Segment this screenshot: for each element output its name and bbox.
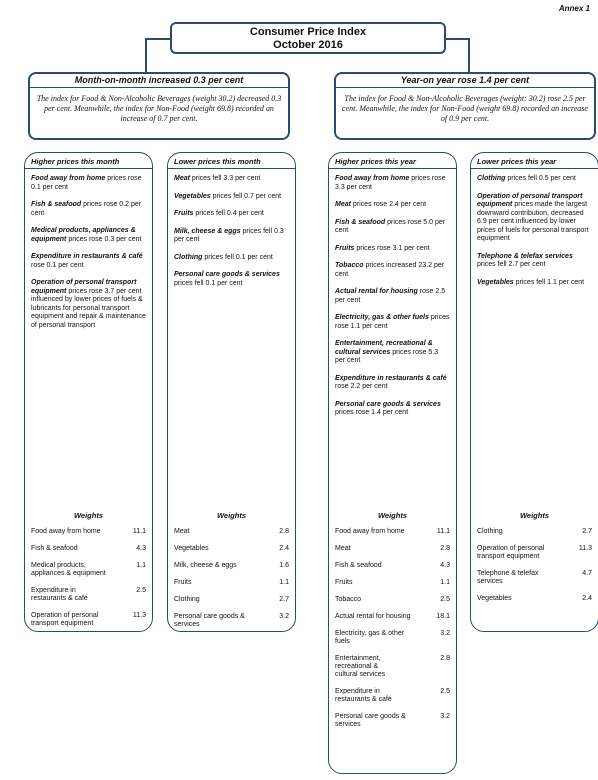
column-lower-month xyxy=(167,152,296,632)
connector-left-h xyxy=(145,38,170,40)
weight-row: Expenditure in restaurants & café 2.5 xyxy=(31,587,146,602)
weight-row: Telephone & telefax services 4.7 xyxy=(477,570,592,585)
price-item: Telephone & telefax services prices fell 2.7 per cent xyxy=(477,252,573,268)
price-item: Food away from home prices rose 3.3 per cent xyxy=(335,175,446,191)
price-item: Actual rental for housing rose 2.5 per cent xyxy=(335,288,446,304)
price-item: Clothing prices fell 0.1 per cent xyxy=(174,253,273,261)
price-item: Fruits prices rose 3.1 per cent xyxy=(335,244,430,252)
year-on-year-box xyxy=(334,72,596,140)
weights-section xyxy=(31,511,146,637)
price-item xyxy=(31,253,146,270)
weight-row: Fruits 1.1 xyxy=(174,579,289,586)
weight-row: Fish & seafood 4.3 xyxy=(31,545,146,552)
weights-title: Weights xyxy=(73,511,104,520)
weight-row: Operation of personal transport equipment 11.3 xyxy=(31,612,146,627)
price-item: Electricity, gas & other fuels prices rose 1.1 per cent xyxy=(335,314,450,330)
page-title xyxy=(170,22,446,54)
item-text: prices rose 0.2 per cent xyxy=(31,201,142,217)
column-title: Lower prices this month xyxy=(168,157,295,169)
price-item: Vegetables prices fell 1.1 per cent xyxy=(477,278,585,286)
price-item: Tobacco prices increased 23.2 per cent xyxy=(335,262,445,278)
item-head: Fish & seafood xyxy=(31,201,82,208)
price-item: Clothing prices fell 0.5 per cent xyxy=(477,175,576,182)
weights-title: Weights xyxy=(216,511,247,520)
weight-row: Entertainment, recreational & cultural services 2.8 xyxy=(335,655,450,678)
column-title: Higher prices this month xyxy=(25,157,152,169)
price-item: Fruits prices fell 0.4 per cent xyxy=(174,210,264,217)
title-line2: October 2016 xyxy=(273,39,343,51)
weights-title: Weights xyxy=(377,511,408,520)
column-higher-month xyxy=(24,152,153,632)
column-higher-year xyxy=(328,152,457,774)
weight-row: Actual rental for housing 18.1 xyxy=(335,613,450,620)
yoy-body: The index for Food & Non-Alcoholic Beverages (weight: 30.2) rose 2.5 per cent. Meanwhile, the index for Non-Food (weight 69.8) recorded an increase of 0.9 per cent. xyxy=(342,94,588,123)
yoy-title: Year-on year rose 1.4 per cent xyxy=(336,75,594,88)
weight-row: Meat 2.8 xyxy=(335,545,450,552)
price-item: Expenditure in restaurants & café rose 2.2 per cent xyxy=(335,374,447,390)
price-item xyxy=(31,227,146,244)
weight-row: Clothing 2.7 xyxy=(174,596,289,603)
item-text: prices rose 0.3 per cent xyxy=(66,235,142,243)
connector-right-h xyxy=(446,38,470,40)
annex-label: Annex 1 xyxy=(558,4,590,13)
weight-row: Clothing 2.7 xyxy=(477,528,592,535)
price-item: Personal care goods & services prices rose 1.4 per cent xyxy=(335,400,441,416)
weight-row: Fish & seafood 4.3 xyxy=(335,562,450,569)
column-lower-year xyxy=(470,152,598,632)
item-head: Operation of personal transport equipment xyxy=(31,279,137,295)
weight-row: Fruits 1.1 xyxy=(335,579,450,586)
price-item: Meat prices rose 2.4 per cent xyxy=(335,201,427,208)
price-item: Entertainment, recreational & cultural services prices rose 5.3 per cent xyxy=(335,340,439,364)
weight-row: Milk, cheese & eggs 1.6 xyxy=(174,562,289,569)
item-text: rose 0.1 per cent xyxy=(31,261,84,269)
weight-row: Personal care goods & services 3.2 xyxy=(174,613,289,628)
weights-title: Weights xyxy=(519,511,550,520)
weight-row: Personal care goods & services 3.2 xyxy=(335,713,450,728)
weight-row: Vegetables 2.4 xyxy=(174,545,289,552)
price-item: Fish & seafood prices rose 5.0 per cent xyxy=(335,218,446,234)
column-title: Higher prices this year xyxy=(329,157,456,169)
item-head: Medical products, appliances & equipment xyxy=(31,227,136,243)
price-item: Meat prices fell 3.3 per cent xyxy=(174,175,261,182)
weight-row: Tobacco 2.5 xyxy=(335,596,450,603)
title-line1: Consumer Price Index xyxy=(249,26,367,38)
connector-left-v xyxy=(145,38,147,72)
mom-body: The index for Food & Non-Alcoholic Beverages (weight 30.2) decreased 0.3 per cent. Meanwhile, the index for Non-Food (weight 69.8) recorded an increase of 0.7 per cent. xyxy=(36,94,282,123)
price-item: Vegetables prices fell 0.7 per cent xyxy=(174,192,282,200)
item-text: prices rose 3.7 per cent influenced by lower prices of fuels & lubricants for personal transport equipment and repair & maintenance of personal transport xyxy=(31,287,146,329)
weights-section xyxy=(477,511,592,612)
price-item: Personal care goods & services prices fell 0.1 per cent xyxy=(174,271,280,287)
price-item xyxy=(31,201,146,218)
price-item xyxy=(31,279,146,330)
column-title: Lower prices this year xyxy=(471,157,598,169)
price-item: Operation of personal transport equipment prices made the largest downward contribution, decreased 6.9 per cent influenced by lower prices of fuels for personal transport equipment xyxy=(477,192,589,242)
weight-row: Food away from home 11.1 xyxy=(335,528,450,535)
item-head: Expenditure in restaurants & café xyxy=(31,253,143,260)
weight-row: Operation of personal transport equipment 11.3 xyxy=(477,545,592,560)
weights-section xyxy=(174,511,289,638)
mom-title: Month-on-month increased 0.3 per cent xyxy=(30,75,288,88)
price-item xyxy=(31,175,146,192)
weights-section xyxy=(335,511,450,738)
item-text: prices rose 0.1 per cent xyxy=(31,175,142,191)
price-item: Milk, cheese & eggs prices fell 0.3 per cent xyxy=(174,227,284,243)
weight-row: Vegetables 2.4 xyxy=(477,595,592,602)
weight-row: Expenditure in restaurants & café 2.5 xyxy=(335,688,450,703)
weight-row: Electricity, gas & other fuels 3.2 xyxy=(335,630,450,645)
weight-row: Medical products, appliances & equipment 1.1 xyxy=(31,562,146,577)
connector-right-v xyxy=(468,38,470,72)
weight-row: Meat 2.8 xyxy=(174,528,289,535)
month-on-month-box xyxy=(28,72,290,140)
item-head: Food away from home xyxy=(31,175,106,182)
weight-row: Food away from home 11.1 xyxy=(31,528,146,535)
